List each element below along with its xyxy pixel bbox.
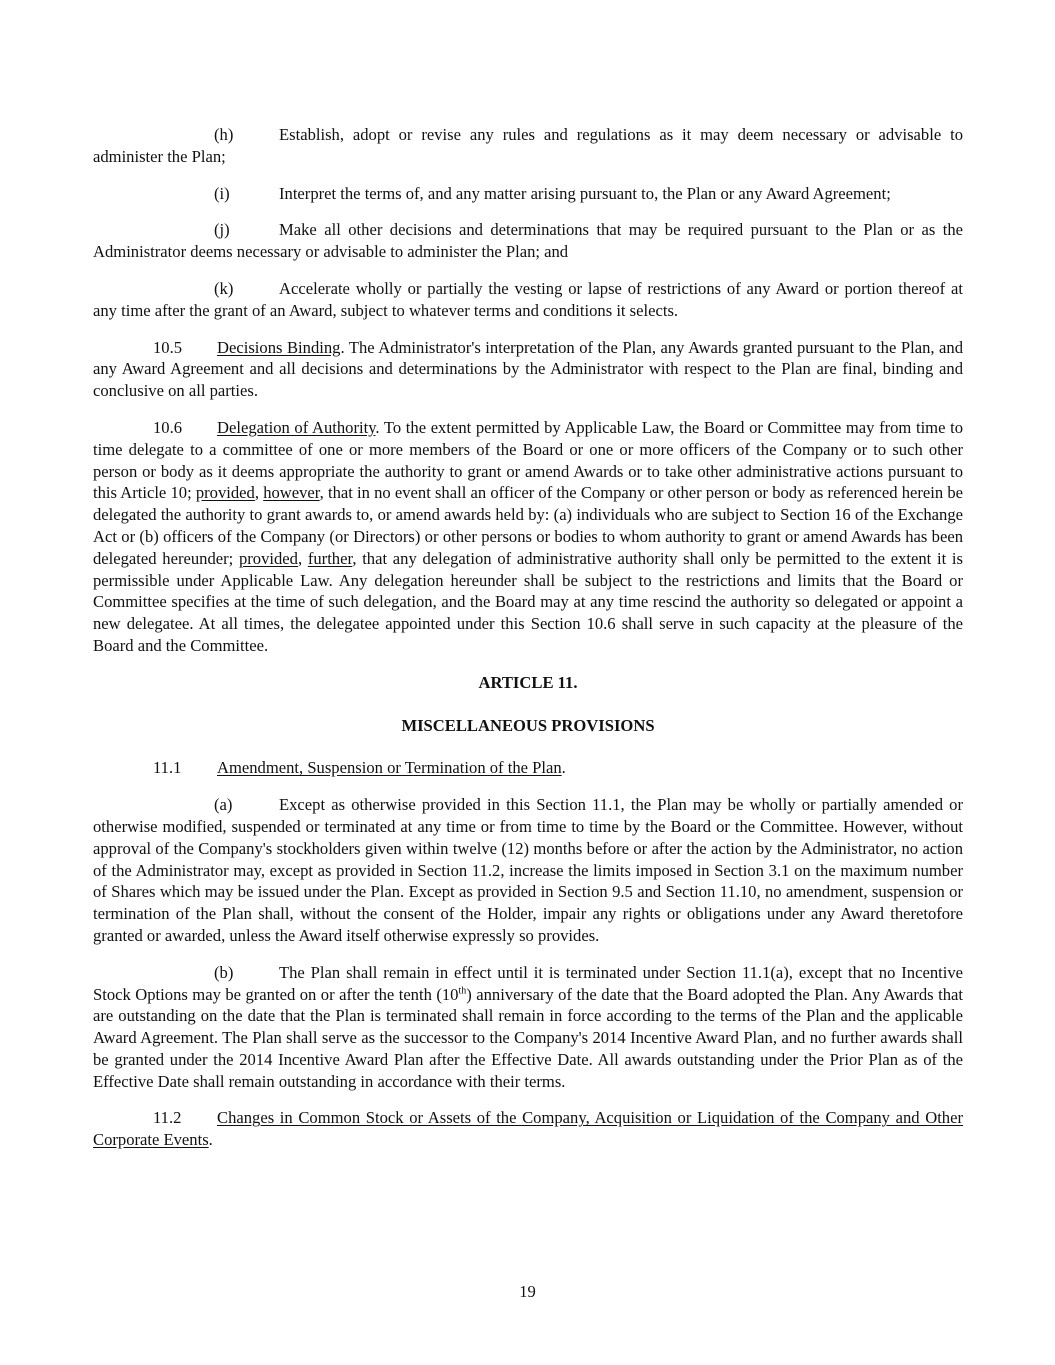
clause-11-1-a xyxy=(93,794,963,947)
section-end: . xyxy=(561,758,566,778)
page-number: 19 xyxy=(519,1282,536,1301)
clause-label: (i) xyxy=(214,183,230,203)
section-text: , that in no event shall an officer of the Company or other person or body as referenced herein be delegated the authority to grant awards to, or amend awards held by: (a) individuals who are subject to Section 16 of the Exchange Act or (b) officers of the Company (or Directors) or other persons or bodies to whom authority to grant or amend Awards has been delegated hereunder; xyxy=(93,483,964,568)
section-title: Decisions Binding xyxy=(217,337,341,357)
section-text: . The Administrator's interpretation of the Plan, any Awards granted pursuant to the Plan, and any Award Agreement and all decisions and determinations by the Administrator with respect to the Plan are final, binding and conclusive on all parties. xyxy=(93,337,963,401)
clause-11-1-b xyxy=(93,962,963,1093)
clause-k xyxy=(93,278,963,322)
section-number: 10.5 xyxy=(153,337,183,357)
clause-i xyxy=(93,183,963,205)
article-title: MISCELLANEOUS PROVISIONS xyxy=(401,715,655,735)
section-title: Changes in Common Stock or Assets of the Company, Acquisition or Liquidation of the Company and Other Corporate Events xyxy=(93,1108,963,1150)
clause-j xyxy=(93,219,963,263)
section-10-6 xyxy=(93,417,963,657)
section-end: . xyxy=(208,1130,213,1150)
section-title: Delegation of Authority xyxy=(217,417,376,437)
clause-text: Make all other decisions and determinations that may be required pursuant to the Plan or as the Administrator deems necessary or advisable to administer the Plan; and xyxy=(93,220,963,262)
section-11-1 xyxy=(93,757,963,779)
document-page xyxy=(93,124,963,1166)
section-number: 11.2 xyxy=(153,1108,182,1128)
section-title: Amendment, Suspension or Termination of the Plan xyxy=(217,758,562,778)
proviso-term: further xyxy=(307,548,353,568)
section-11-2 xyxy=(93,1107,963,1151)
section-number: 10.6 xyxy=(153,417,183,437)
clause-text: Establish, adopt or revise any rules and regulations as it may deem necessary or advisable to administer the Plan; xyxy=(93,125,963,166)
section-text: , that any delegation of administrative authority shall only be permitted to the extent it is permissible under Applicable Law. Any delegation hereunder shall be subject to the restrictions and limits that the Board or Committee specifies at the time of such delegation, and the Board may at any time rescind the authority so delegated or appoint a new delegatee. At all times, the delegatee appointed under this Section 10.6 shall serve in such capacity at the pleasure of the Board and the Committee. xyxy=(93,548,964,655)
separator: , xyxy=(297,548,308,568)
clause-label: (a) xyxy=(214,795,233,815)
clause-label: (h) xyxy=(214,125,234,144)
clause-label: (k) xyxy=(214,278,234,298)
section-number: 11.1 xyxy=(153,758,182,778)
clause-h xyxy=(93,124,963,168)
clause-label: (j) xyxy=(214,220,230,240)
ordinal-superscript: th xyxy=(458,984,467,996)
clause-text: ) anniversary of the date that the Board adopted the Plan. Any Awards that are outstanding on the date that the Plan is terminated shall remain in force according to the terms of the Plan and the applicable Award Agreement. The Plan shall serve as the successor to the Company's 2014 Incentive Award Plan, and no further awards shall be granted under the 2014 Incentive Award Plan after the Effective Date. All awards outstanding under the Prior Plan as of the Effective Date shall remain outstanding in accordance with their terms. xyxy=(93,984,963,1091)
separator: , xyxy=(254,483,264,503)
proviso-term: provided xyxy=(238,548,298,568)
proviso-term: however xyxy=(263,483,320,503)
proviso-term: provided xyxy=(195,483,255,503)
clause-label: (b) xyxy=(214,962,234,982)
clause-text: Interpret the terms of, and any matter arising pursuant to, the Plan or any Award Agreement; xyxy=(279,183,891,203)
article-number: ARTICLE 11. xyxy=(478,672,578,692)
section-text: . To the extent permitted by Applicable Law, the Board or Committee may from time to time delegate to a committee of one or more members of the Board or one or more officers of the Company or to such other person or body as it deems appropriate the authority to grant or amend Awards or to take other administrative actions pursuant to this Article 10; xyxy=(93,417,963,503)
clause-text: Accelerate wholly or partially the vesting or lapse of restrictions of any Award or portion thereof at any time after the grant of an Award, subject to whatever terms and conditions it selects. xyxy=(93,278,963,320)
clause-text: The Plan shall remain in effect until it is terminated under Section 11.1(a), except that no Incentive Stock Options may be granted on or after the tenth (10 xyxy=(93,962,963,1004)
section-10-5 xyxy=(93,337,963,402)
clause-text: Except as otherwise provided in this Section 11.1, the Plan may be wholly or partially amended or otherwise modified, suspended or terminated at any time or from time to time by the Board or the Committee. However, without approval of the Company's stockholders given within twelve (12) months before or after the action by the Administrator, no action of the Administrator may, except as provided in Section 11.2, increase the limits imposed in Section 3.1 on the maximum number of Shares which may be issued under the Plan. Except as provided in Section 9.5 and Section 11.10, no amendment, suspension or termination of the Plan shall, without the consent of the Holder, impair any rights or obligations under any Award theretofore granted or awarded, unless the Award itself otherwise expressly so provides. xyxy=(93,795,963,945)
